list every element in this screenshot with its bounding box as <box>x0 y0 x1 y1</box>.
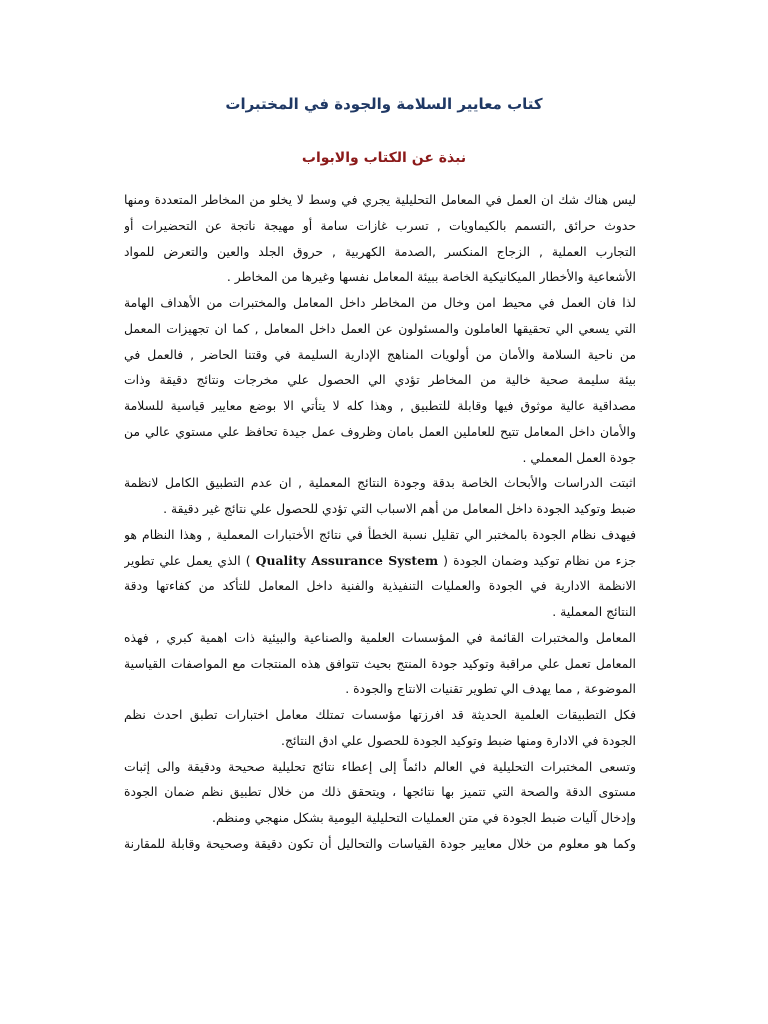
text-line: التجارب العملية , الزجاج المنكسر ,الصدمة الكهربية , حروق الجلد والعين والتعرض للمواد <box>124 243 636 259</box>
text-line: فكل التطبيقات العلمية الحديثة قد افرزتها مؤسسات تمتلك معامل اختبارات تطبق احدث نظم <box>124 707 636 722</box>
text-line: وتسعى المختبرات التحليلية في العالم دائماً إلى إعطاء نتائج تحليلية صحيحة ودقيقة والى إثبات <box>124 758 636 774</box>
text-line: جودة العمل المعملي . <box>522 449 636 465</box>
text-line: التي يسعي الي تحقيقها العاملون والمسئولون عن العمل داخل المعامل , كما ان تجهيزات المعمل <box>124 320 636 336</box>
text-line: المعامل والمختبرات القائمة في المؤسسات العلمية والصناعية والبيئية ذات اهمية كبري , فهذه <box>124 629 636 645</box>
text-line: وكما هو معلوم من خلال معايير جودة القياسات والتحاليل أن تكون دقيقة وصحيحة وقابلة للمقارنة <box>124 835 636 851</box>
text-line: جزء من نظام توكيد وضمان الجودة ( Quality Assurance System ) الذي يعمل علي تطوير <box>124 552 636 568</box>
text-line: اثبتت الدراسات والأبحاث الخاصة بدقة وجودة النتائج المعملية , ان عدم التطبيق الكامل لانظمة <box>124 475 636 491</box>
text-line: فيهدف نظام الجودة بالمختبر الي تقليل نسبة الخطأ في نتائج الأختبارات المعملية , وهذا النظام هو <box>124 526 636 542</box>
latin-term: Quality Assurance System <box>255 552 439 568</box>
text-line: الانظمة الادارية في الجودة والعمليات التنفيذية والفنية داخل المعامل للتأكد من كفاءتها ودقة <box>124 578 636 594</box>
text-line: ضبط وتوكيد الجودة داخل المعامل من أهم الاسباب التي تؤدي للحصول علي نتائج غير دقيقة . <box>163 501 636 516</box>
document-subtitle: نبذة عن الكتاب والابواب <box>301 150 467 166</box>
text-line: من ناحية السلامة والأمان من أولويات المناهج الإدارية السليمة في وقتنا الحاضر , فالعمل في <box>124 346 636 362</box>
text-line: والأمان داخل المعامل تتيح للعاملين العمل بامان وظروف عمل جيدة تحافظ علي مستوي عالي من <box>124 423 636 439</box>
text-line: حدوث حرائق ,التسمم بالكيماويات , تسرب غازات سامة أو مهيجة ناتجة عن التحضيرات أو <box>124 217 636 233</box>
text-line: الأشعاعية والأخطار الميكانيكية الخاصة ببيئة المعامل نفسها وغيرها من المخاطر . <box>226 269 636 285</box>
text-line: المعامل تعمل علي مراقبة وتوكيد جودة المنتج بحيث تتوافق هذه المنتجات مع المواصفات القياسية <box>124 655 636 671</box>
document-title: كتاب معايير السلامة والجودة في المختبرات <box>225 95 543 113</box>
text-line: لذا فان العمل في محيط امن وخال من المخاطر داخل المعامل والمختبرات من الأهداف الهامة <box>124 295 636 310</box>
text-line: مستوى الدقة والصحة التي تتميز بها نتائجها ، ويتحقق ذلك من خلال تطبيق نظم ضمان الجودة <box>124 784 636 800</box>
text-line: النتائج المعملية . <box>552 604 636 619</box>
text-line: الجودة في الادارة ومنها ضبط وتوكيد الجودة للحصول علي ادق النتائج. <box>281 732 636 748</box>
text-line: وإدخال آليات ضبط الجودة في متن العمليات التحليلية اليومية بشكل منهجي ومنظم. <box>212 810 636 825</box>
text-line: الموضوعة , مما يهدف الي تطوير تقنيات الانتاج والجودة . <box>345 681 636 697</box>
text-line: ليس هناك شك ان العمل في المعامل التحليلية يجري في وسط لا يخلو من المخاطر المتعددة ومنها <box>124 192 636 207</box>
document-body <box>124 187 636 857</box>
text-line: مصداقية عالية موثوق فيها وقابلة للتطبيق , وهذا كله لا يتأتي الا بوضع معايير قياسية للسلامة <box>124 398 636 413</box>
text-line: بيئة سليمة صحية خالية من المخاطر تؤدي الي الحصول علي مخرجات ونتائج دقيقة وذات <box>124 372 636 388</box>
